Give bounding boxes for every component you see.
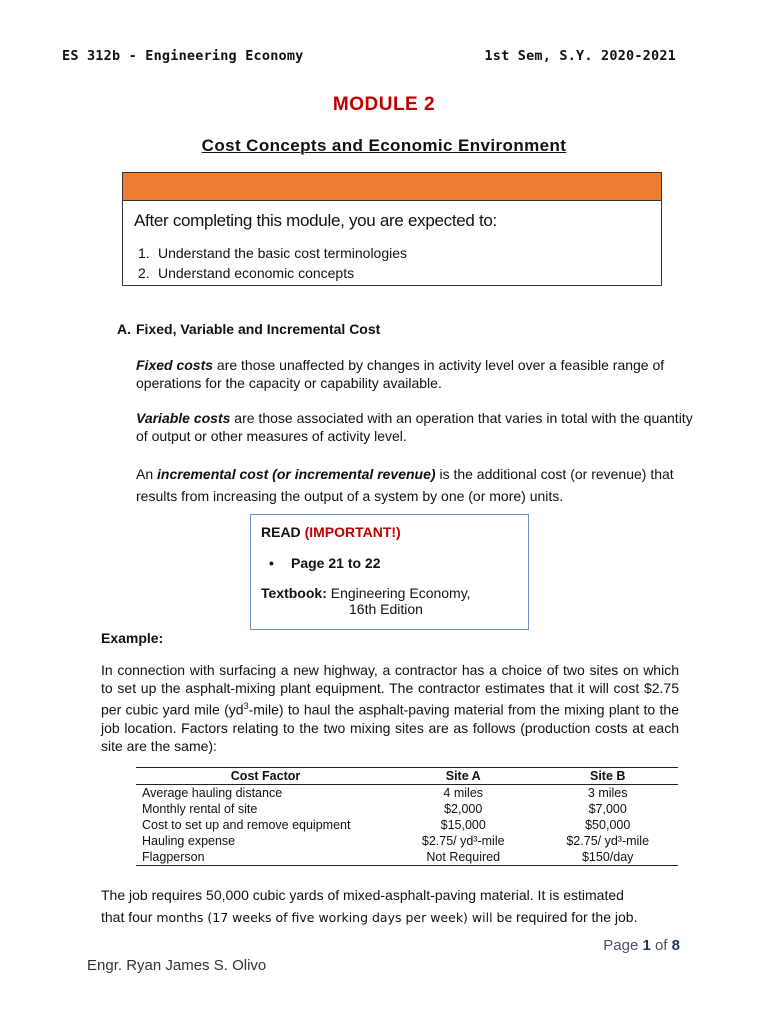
objective-item: 1. Understand the basic cost terminologies <box>138 245 408 261</box>
read-title: READ (IMPORTANT!) <box>261 524 401 540</box>
read-pages: • Page 21 to 22 <box>269 555 381 571</box>
objectives-intro: After completing this module, you are expected to: <box>134 211 497 230</box>
page-number: Page 1 of 8 <box>603 937 680 954</box>
example-label: Example: <box>101 630 164 646</box>
module-title <box>0 136 768 156</box>
example-paragraph: In connection with surfacing a new highway, a contractor has a choice of two sites on which to set up the asphalt-mixing plant equipment. The contractor estimates that it will cost $2.75 per cubic yard mile $(yd^3-mile)$ to haul the asphalt-paving material from the mixing plant to the job location. Factors relating to the two mixing sites are as follows (production costs at each site are the same): <box>101 662 679 754</box>
objectives-list <box>134 243 407 283</box>
variable-costs-paragraph: Variable costs are those associated with an operation that varies in total with the quantity of output or other measures of activity level. <box>136 410 693 444</box>
bullet-icon: • <box>269 555 274 571</box>
closing-paragraph: The job requires 50,000 cubic yards of mixed-asphalt-paving material. It is estimated that four months (17 weeks of five working days per week) will be required for the job. <box>101 887 638 925</box>
section-a-heading: A. Fixed, Variable and Incremental Cost <box>117 321 381 337</box>
read-textbook: Textbook: Engineering Economy, 16th Edition <box>261 585 471 617</box>
table-row: Hauling expense $2.75/ yd³-mile $2.75/ yd³-mile <box>142 834 650 848</box>
header-course: ES 312b - Engineering Economy <box>62 48 304 64</box>
objective-item: 2. Understand economic concepts <box>138 265 355 281</box>
module-label: MODULE 2 <box>332 94 436 115</box>
objectives-header-bar <box>123 173 661 201</box>
table-row: Flagperson Not Required $150/day <box>136 849 678 866</box>
author-footer: Engr. Ryan James S. Olivo <box>87 957 267 974</box>
header-semester: 1st Sem, S.Y. 2020-2021 <box>484 48 676 64</box>
fixed-costs-paragraph: Fixed costs are those unaffected by changes in activity level over a feasible range of operations for the capacity or capability available. <box>136 357 665 391</box>
table-header-row: Cost Factor Site A Site B <box>136 768 678 785</box>
incremental-cost-paragraph: An incremental cost (or incremental revenue) is the additional cost (or revenue) that results from increasing the output of a system by one (or more) units. <box>136 466 674 504</box>
read-important-box <box>250 514 529 630</box>
table-row: Average hauling distance 4 miles 3 miles <box>142 786 628 800</box>
table-row: Monthly rental of site $2,000 $7,000 <box>142 802 627 816</box>
cost-factor-table <box>136 767 678 866</box>
table-row: Cost to set up and remove equipment $15,000 $50,000 <box>142 818 631 832</box>
module-title-text: Cost Concepts and Economic Environment <box>201 136 567 155</box>
objectives-box <box>122 172 662 286</box>
